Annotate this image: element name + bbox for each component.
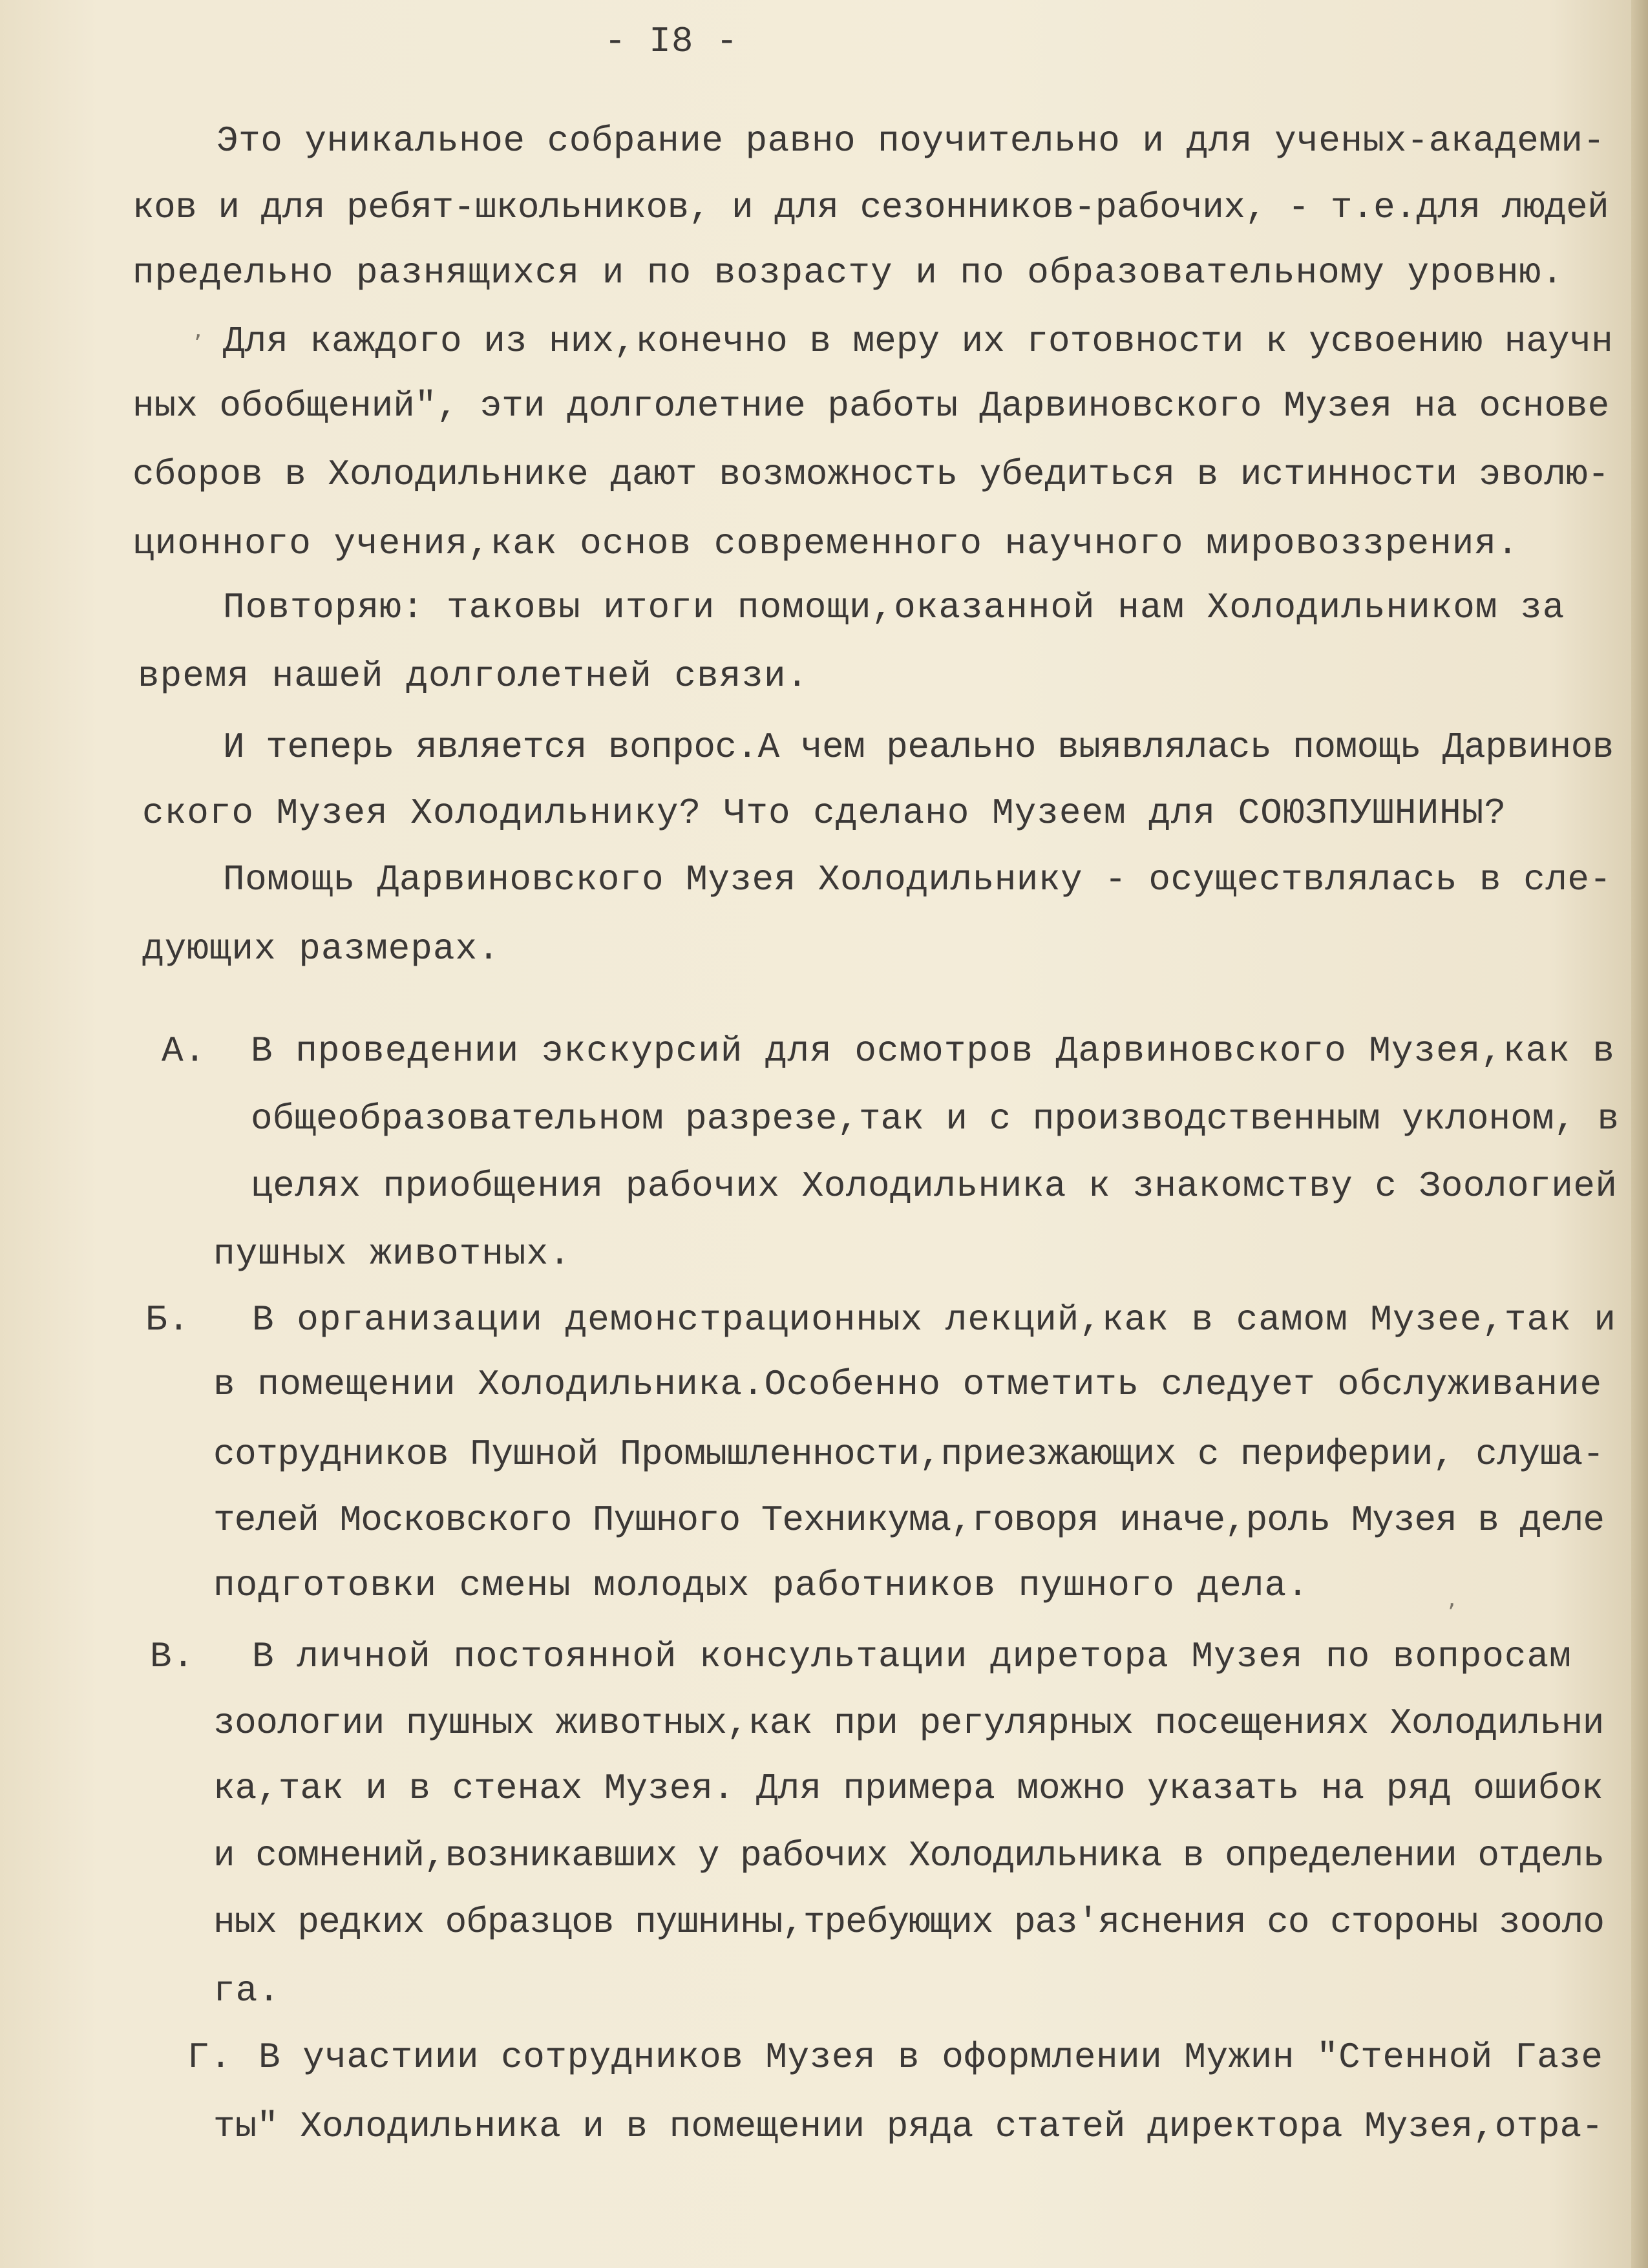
pencil-mark: ‚ — [1448, 1584, 1456, 1612]
text-line: время нашей долголетней связи. — [138, 655, 809, 697]
text-line: ты" Холодильника и в помещении ряда статей директора Музея,отра- — [213, 2106, 1603, 2147]
text-line: и сомнений,возникавших у рабочих Холодильника в определении отдель — [213, 1835, 1604, 1876]
text-line: ных редких образцов пушнины,требующих раз'яснения со стороны зооло — [213, 1902, 1604, 1943]
text-line: ных обобщений", эти долголетние работы Дарвиновского Музея на основе — [132, 385, 1610, 427]
text-line: ционного учения,как основ современного научного мировоззрения. — [132, 523, 1519, 564]
text-line: телей Московского Пушного Техникума,говоря иначе,роль Музея в деле — [213, 1500, 1604, 1541]
paper-edge — [1631, 0, 1648, 2268]
text-line: Это уникальное собрание равно поучительно и для ученых-академи- — [217, 120, 1605, 162]
text-line: в помещении Холодильника.Особенно отметить следует обслуживание — [213, 1364, 1602, 1405]
text-line: целях приобщения рабочих Холодильника к знакомству с Зоологией — [251, 1165, 1618, 1207]
text-line: подготовки смены молодых работников пушного дела. — [213, 1565, 1309, 1606]
text-line: общеобразовательном разрезе,так и с производственным уклоном, в — [251, 1098, 1620, 1139]
text-line: зоологии пушных животных,как при регулярных посещениях Холодильни — [213, 1702, 1604, 1744]
list-marker: Б. — [145, 1299, 191, 1341]
list-marker: А. — [162, 1030, 207, 1072]
text-line: ков и для ребят-школьников, и для сезонников-рабочих, - т.е.для людей — [132, 187, 1609, 228]
text-line: га. — [213, 1970, 280, 2011]
text-line: И теперь является вопрос.А чем реально выявлялась помощь Дарвинов — [223, 726, 1614, 768]
text-line: дующих размерах. — [142, 928, 500, 970]
text-line: предельно разнящихся и по возрасту и по образовательному уровню. — [132, 252, 1564, 293]
text-line: В личной постоянной консультации диретора Музея по вопросам — [252, 1636, 1572, 1677]
text-line: пушных животных. — [213, 1233, 571, 1275]
text-line: Повторяю: таковы итоги помощи,оказанной нам Холодильником за — [223, 587, 1565, 628]
text-line: сборов в Холодильнике дают возможность убедиться в истинности эволю- — [132, 454, 1610, 495]
list-marker: Г. — [187, 2037, 233, 2078]
text-line: В организации демонстрационных лекций,как в самом Музее,так и — [252, 1299, 1616, 1341]
text-line: сотрудников Пушной Промышленности,приезжающих с периферии, слуша- — [213, 1434, 1604, 1475]
text-line: Помощь Дарвиновского Музея Холодильнику - осуществлялась в сле- — [223, 859, 1612, 900]
text-line: В участиии сотрудников Музея в оформлении Мужин "Стенной Газе — [259, 2037, 1603, 2078]
list-marker: В. — [150, 1636, 195, 1677]
text-line: ского Музея Холодильнику? Что сделано Музеем для СОЮЗПУШНИНЫ? — [142, 792, 1506, 834]
text-line: Для каждого из них,конечно в меру их готовности к усвоению научн — [223, 321, 1613, 362]
text-line: ка,так и в стенах Музея. Для примера можно указать на ряд ошибок — [213, 1768, 1603, 1809]
text-line: В проведении экскурсий для осмотров Дарвиновского Музея,как в — [251, 1030, 1615, 1072]
pencil-mark: ʼ — [194, 330, 202, 358]
page-number: - I8 - — [604, 21, 739, 62]
